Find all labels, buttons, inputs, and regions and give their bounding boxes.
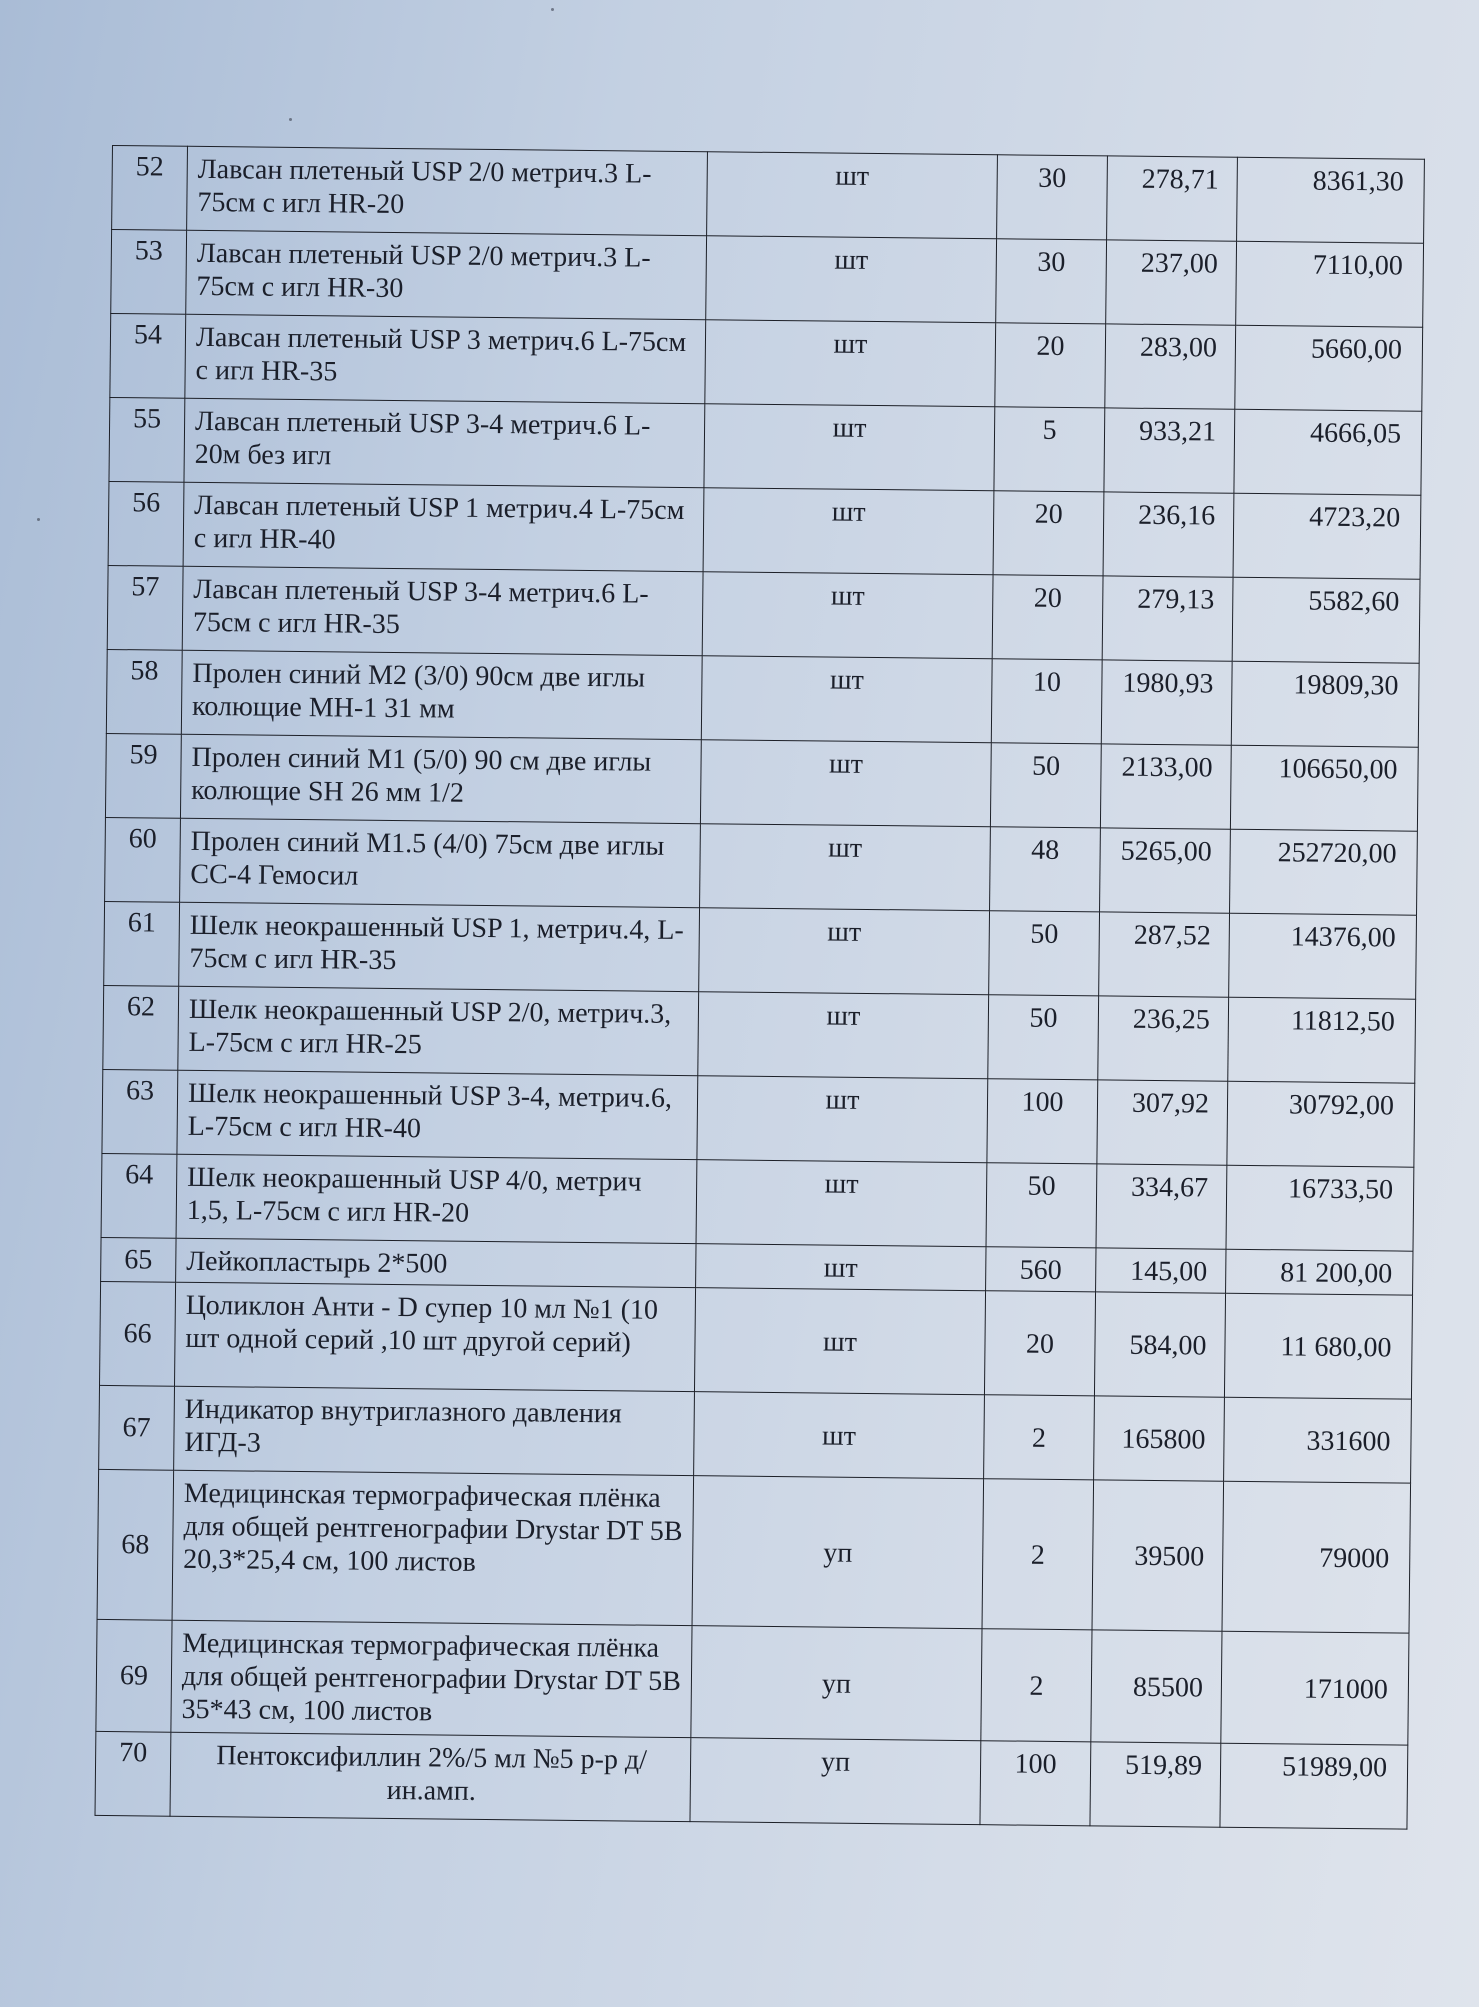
table-row (103, 985, 1416, 1083)
row-number: 58 (106, 649, 182, 734)
item-quantity: 560 (986, 1247, 1096, 1292)
item-unit: шт (704, 404, 995, 491)
row-number: 59 (105, 733, 181, 818)
item-price: 584,00 (1094, 1292, 1225, 1397)
item-unit: уп (692, 1476, 984, 1629)
table-row (109, 397, 1422, 495)
item-name: Пролен синий M1.5 (4/0) 75см две иглы CC-4 Гемосил (180, 818, 701, 907)
item-price: 165800 (1094, 1396, 1225, 1481)
item-sum: 4723,20 (1233, 493, 1421, 579)
item-sum: 252720,00 (1230, 829, 1418, 915)
item-sum: 79000 (1222, 1481, 1411, 1633)
item-name: Пролен синий M2 (3/0) 90см две иглы колющие MH-1 31 мм (181, 650, 702, 739)
item-name: Медицинская термографическая плёнка для общей рентгенографии Drystar DT 5B 20,3*25,4 см, 100 листов (172, 1470, 694, 1625)
item-name: Шелк неокрашенный USP 2/0, метрич.3, L-75см с игл HR-25 (178, 986, 699, 1075)
table-row (100, 1281, 1413, 1399)
table-row (107, 565, 1420, 663)
item-price: 519,89 (1090, 1742, 1221, 1827)
item-quantity: 20 (992, 575, 1103, 660)
item-quantity: 50 (990, 743, 1101, 828)
item-sum: 5660,00 (1235, 325, 1423, 411)
item-sum: 16733,50 (1226, 1165, 1414, 1251)
item-quantity: 100 (980, 1741, 1091, 1826)
item-price: 39500 (1092, 1480, 1224, 1631)
row-number: 55 (109, 397, 185, 482)
table-row (110, 313, 1423, 411)
item-name: Лавсан плетеный USP 3 метрич.6 L-75см с игл HR-35 (185, 314, 706, 403)
item-sum: 171000 (1221, 1631, 1409, 1745)
item-name: Медицинская термографическая плёнка для общей рентгенографии Drystar DT 5B 35*43 см, 100 листов (171, 1620, 692, 1737)
row-number: 65 (101, 1237, 176, 1282)
item-name: Шелк неокрашенный USP 1, метрич.4, L-75см с игл HR-35 (179, 902, 700, 991)
item-unit: шт (696, 1244, 986, 1291)
row-number: 63 (102, 1069, 178, 1154)
item-quantity: 5 (994, 407, 1105, 492)
item-price: 236,16 (1103, 492, 1234, 577)
item-name: Лавсан плетеный USP 2/0 метрич.3 L-75см с игл HR-20 (187, 146, 708, 235)
table-row (97, 1469, 1410, 1633)
item-quantity: 30 (997, 155, 1108, 240)
row-number: 52 (112, 146, 188, 231)
item-price: 5265,00 (1100, 828, 1231, 913)
item-quantity: 10 (991, 659, 1102, 744)
item-price: 2133,00 (1100, 744, 1231, 829)
row-number: 57 (107, 565, 183, 650)
item-price: 236,25 (1098, 996, 1229, 1081)
table-row (101, 1153, 1414, 1251)
item-unit: шт (696, 1160, 987, 1247)
table-row (105, 817, 1418, 915)
item-quantity: 100 (987, 1079, 1098, 1164)
item-unit: шт (700, 824, 991, 911)
item-quantity: 50 (986, 1163, 1097, 1248)
item-name: Лавсан плетеный USP 2/0 метрич.3 L-75см с игл HR-30 (186, 230, 707, 319)
item-unit: шт (699, 908, 990, 995)
row-number: 68 (97, 1469, 174, 1620)
item-unit: шт (694, 1288, 985, 1395)
row-number: 64 (101, 1153, 177, 1238)
row-number: 70 (95, 1731, 171, 1816)
item-sum: 106650,00 (1230, 745, 1418, 831)
row-number: 54 (110, 313, 186, 398)
paper-speck (551, 8, 554, 11)
item-price: 85500 (1091, 1630, 1222, 1743)
item-price: 145,00 (1096, 1248, 1226, 1293)
item-price: 307,92 (1097, 1080, 1228, 1165)
item-sum: 51989,00 (1220, 1743, 1408, 1829)
item-price: 1980,93 (1101, 660, 1232, 745)
item-name: Лавсан плетеный USP 3-4 метрич.6 L-75см с игл HR-35 (182, 566, 703, 655)
item-sum: 7110,00 (1236, 241, 1424, 327)
row-number: 60 (105, 817, 181, 902)
table-row (105, 733, 1418, 831)
item-unit: шт (707, 152, 998, 239)
item-quantity: 50 (989, 911, 1100, 996)
item-quantity: 2 (984, 1395, 1095, 1480)
row-number: 62 (103, 985, 179, 1070)
item-sum: 4666,05 (1234, 409, 1422, 495)
item-name: Лейкопластырь 2*500 (176, 1238, 696, 1287)
item-quantity: 50 (988, 995, 1099, 1080)
paper-speck (289, 118, 292, 121)
row-number: 69 (96, 1619, 172, 1732)
item-unit: шт (700, 740, 991, 827)
item-unit: уп (690, 1738, 981, 1825)
item-name: Индикатор внутриглазного давления ИГД-3 (174, 1386, 695, 1475)
table-row (106, 649, 1419, 747)
row-number: 56 (108, 481, 184, 566)
item-name: Пентоксифиллин 2%/5 мл №5 р-р д/ин.амп. (170, 1732, 691, 1821)
table-row (111, 230, 1424, 328)
item-price: 933,21 (1104, 408, 1235, 493)
item-name: Шелк неокрашенный USP 4/0, метрич 1,5, L-75см с игл HR-20 (176, 1154, 697, 1243)
item-name: Лавсан плетеный USP 3-4 метрич.6 L-20м без игл (184, 398, 705, 487)
table-row (99, 1385, 1412, 1483)
item-name: Лавсан плетеный USP 1 метрич.4 L-75см с игл HR-40 (183, 482, 704, 571)
item-quantity: 2 (982, 1479, 1094, 1630)
table-row (104, 901, 1417, 999)
document-page (95, 145, 1424, 1830)
item-sum: 11812,50 (1228, 997, 1416, 1083)
item-price: 237,00 (1106, 240, 1237, 325)
row-number: 67 (99, 1385, 175, 1470)
row-number: 53 (111, 230, 187, 315)
item-price: 279,13 (1102, 576, 1233, 661)
paper-speck (37, 518, 40, 521)
table-row (95, 1731, 1408, 1829)
item-quantity: 2 (981, 1629, 1092, 1742)
item-name: Шелк неокрашенный USP 3-4, метрич.6, L-75см с игл HR-40 (177, 1070, 698, 1159)
table-row (102, 1069, 1415, 1167)
item-sum: 8361,30 (1237, 157, 1425, 243)
item-sum: 14376,00 (1229, 913, 1417, 999)
item-quantity: 30 (996, 239, 1107, 324)
item-price: 287,52 (1099, 912, 1230, 997)
item-name: Цоликлон Анти - D супер 10 мл №1 (10 шт одной серий ,10 шт другой серий) (175, 1282, 696, 1391)
item-unit: шт (705, 320, 996, 407)
item-unit: шт (694, 1392, 985, 1479)
item-sum: 5582,60 (1232, 577, 1420, 663)
table-row (112, 146, 1425, 244)
item-price: 283,00 (1105, 324, 1236, 409)
item-unit: шт (706, 236, 997, 323)
table-row (96, 1619, 1409, 1745)
item-unit: шт (701, 656, 992, 743)
item-sum: 11 680,00 (1224, 1293, 1412, 1399)
item-unit: шт (703, 488, 994, 575)
item-unit: шт (697, 1076, 988, 1163)
row-number: 66 (100, 1281, 176, 1386)
item-unit: уп (691, 1626, 982, 1741)
row-number: 61 (104, 901, 180, 986)
price-table (95, 145, 1425, 1830)
item-sum: 331600 (1224, 1397, 1412, 1483)
item-quantity: 48 (990, 827, 1101, 912)
item-quantity: 20 (995, 323, 1106, 408)
table-row (108, 481, 1421, 579)
item-quantity: 20 (993, 491, 1104, 576)
item-name: Пролен синий M1 (5/0) 90 см две иглы колющие SH 26 мм 1/2 (180, 734, 701, 823)
item-unit: шт (698, 992, 989, 1079)
item-sum: 81 200,00 (1226, 1249, 1413, 1295)
item-unit: шт (702, 572, 993, 659)
item-sum: 30792,00 (1227, 1081, 1415, 1167)
item-sum: 19809,30 (1231, 661, 1419, 747)
item-price: 278,71 (1107, 156, 1238, 241)
item-quantity: 20 (984, 1291, 1095, 1396)
item-price: 334,67 (1096, 1164, 1227, 1249)
